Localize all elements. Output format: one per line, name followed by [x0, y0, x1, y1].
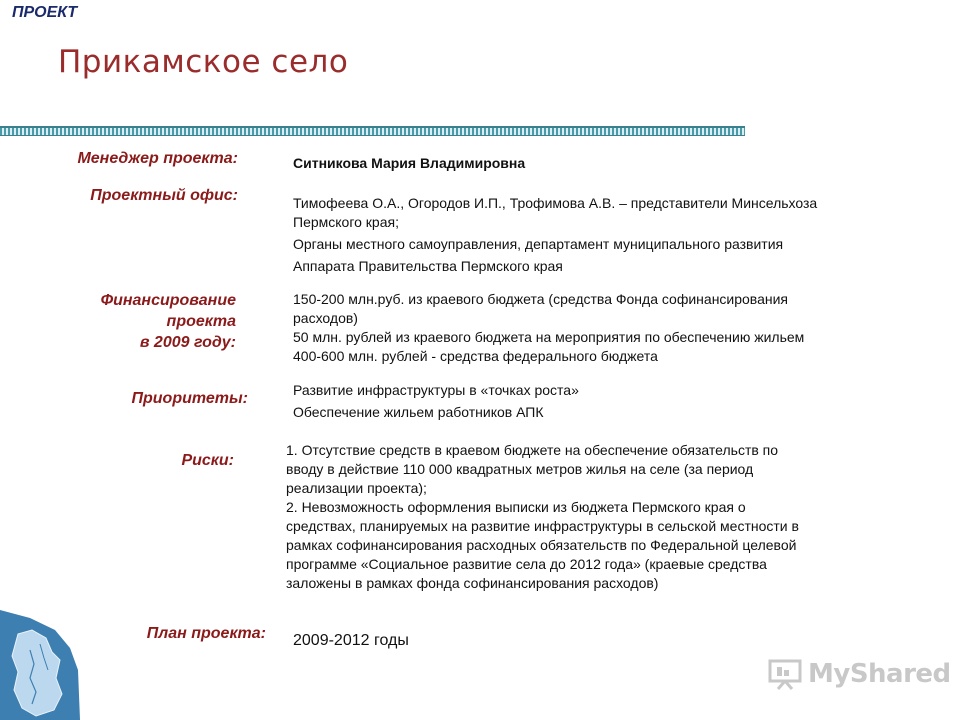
- office-value: [293, 194, 817, 276]
- risk-line: 1. Отсутствие средств в краевом бюджете на обеспечение обязательств по: [286, 442, 779, 458]
- manager-value: Ситникова Мария Владимировна: [293, 155, 526, 171]
- divider: [0, 135, 745, 136]
- financing-line: 150-200 млн.руб. из краевого бюджета (средства Фонда софинансирования: [293, 291, 789, 307]
- risk-line: вводу в действие 110 000 квадратных метров жилья на селе (за период: [286, 461, 754, 477]
- financing-label-line: Финансирование: [100, 292, 236, 309]
- financing-line: расходов): [293, 310, 358, 326]
- risk-line: рамках софинансирования расходных обязательств по Федеральной целевой: [286, 537, 797, 553]
- risk-line: заложены в рамках фонда софинансирования расходов): [286, 575, 659, 591]
- risk-line: 2. Невозможность оформления выписки из бюджета Пермского края о: [286, 499, 746, 515]
- region-map-icon: [0, 600, 80, 720]
- priority-line: Развитие инфраструктуры в «точках роста»: [293, 382, 579, 398]
- risks-label: Риски:: [181, 452, 234, 469]
- office-line: Пермского края;: [293, 214, 399, 230]
- financing-label-line: проекта: [166, 313, 236, 330]
- office-line: Аппарата Правительства Пермского края: [293, 258, 563, 274]
- risk-line: средствах, планируемых на развитие инфраструктуры в сельской местности в: [286, 518, 799, 534]
- manager-label: Менеджер проекта:: [77, 150, 238, 167]
- watermark-logo: [768, 658, 951, 690]
- risk-line: программе «Социальное развитие села до 2012 года» (краевые средства: [286, 556, 767, 572]
- plan-label: План проекта:: [146, 625, 266, 642]
- office-label: Проектный офис:: [90, 187, 238, 204]
- priorities-value: [293, 381, 579, 422]
- office-line: Органы местного самоуправления, департамент муниципального развития: [293, 236, 784, 252]
- section-tag: ПРОЕКТ: [12, 4, 78, 21]
- watermark-text: MyShared: [808, 659, 951, 689]
- plan-value: 2009-2012 годы: [293, 632, 409, 649]
- priority-line: Обеспечение жильем работников АПК: [293, 404, 544, 420]
- financing-line: 400-600 млн. рублей - средства федерального бюджета: [293, 348, 658, 364]
- divider-pattern: [0, 128, 745, 135]
- financing-label: [20, 290, 236, 353]
- risk-line: реализации проекта);: [286, 480, 427, 496]
- office-line: Тимофеева О.А., Огородов И.П., Трофимова А.В. – представители Минсельхоза: [293, 195, 818, 211]
- presentation-icon: [768, 658, 802, 690]
- financing-label-line: в 2009 году:: [139, 334, 236, 351]
- priorities-label: Приоритеты:: [131, 390, 248, 407]
- risks-value: [286, 441, 799, 593]
- financing-value: [293, 290, 804, 366]
- page-title: Прикамское село: [58, 44, 349, 80]
- financing-line: 50 млн. рублей из краевого бюджета на мероприятия по обеспечению жильем: [293, 329, 805, 345]
